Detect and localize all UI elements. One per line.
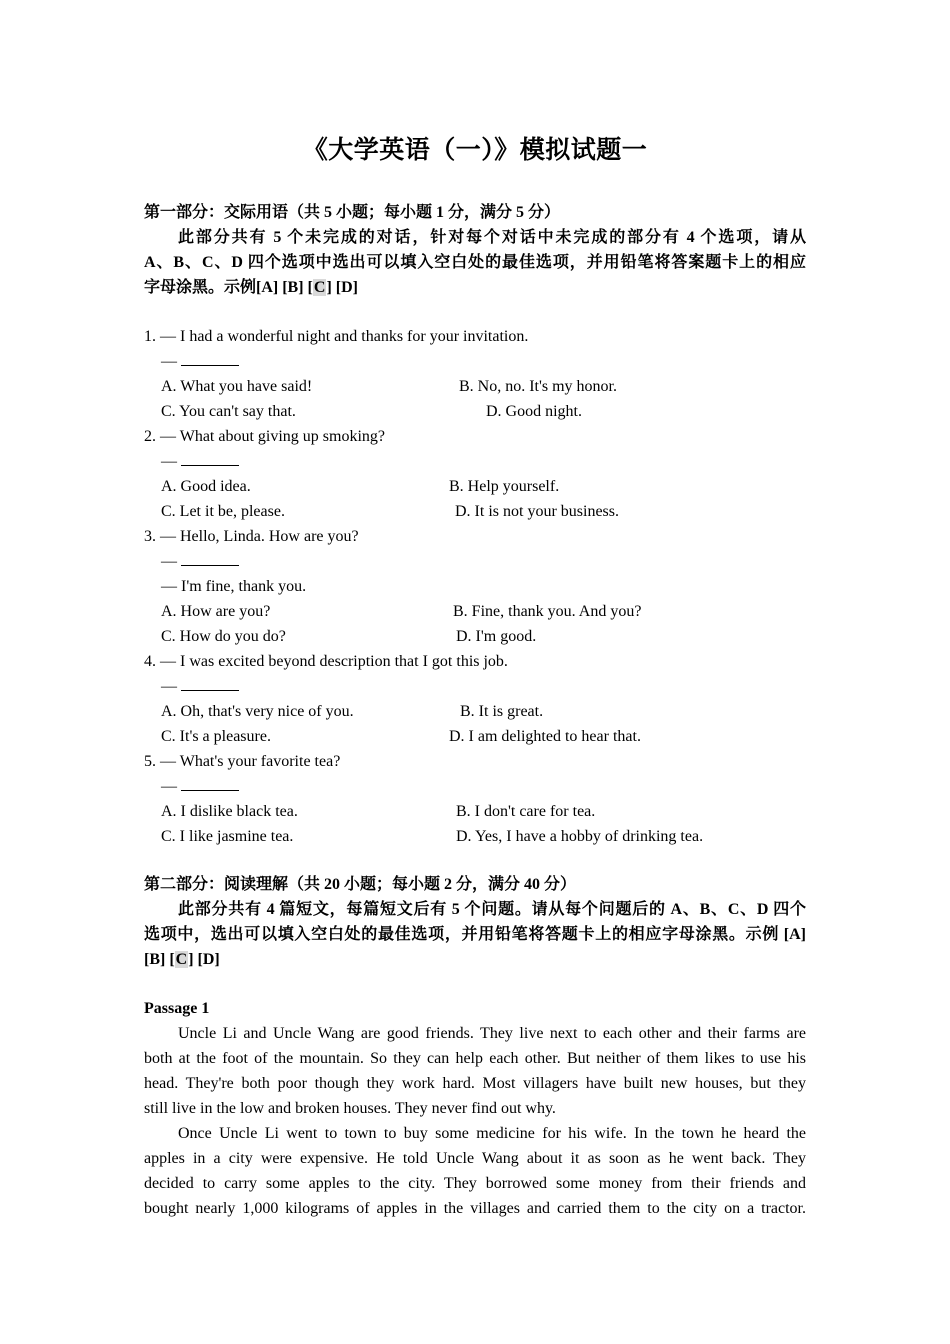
question-stem: 2. — What about giving up smoking? <box>144 428 386 445</box>
answer-blank: — <box>144 549 806 574</box>
passage-line: still live in the low and broken houses. They never find out why. <box>144 1100 556 1117</box>
passage-line: head. They're both poor though they work hard. Most villagers have built new houses, but they <box>144 1075 806 1092</box>
passage-paragraph-2 <box>144 1121 806 1221</box>
part2-example-pre: [B] [ <box>144 951 175 968</box>
part1-section <box>144 200 806 300</box>
part1-example-pre: 字母涂黑。示例[A] [B] [ <box>144 279 313 296</box>
part2-example-post: ] [D] <box>188 951 220 968</box>
option-a: A. What you have said! <box>161 378 313 395</box>
option-c: C. You can't say that. <box>161 403 296 420</box>
question-stem: 4. — I was excited beyond description that I got this job. <box>144 653 508 670</box>
document-title: 《大学英语（一）》模拟试题一 <box>302 137 648 164</box>
option-b: B. I don't care for tea. <box>456 803 596 820</box>
option-c: C. Let it be, please. <box>161 503 285 520</box>
blank-line <box>181 549 239 566</box>
part2-section <box>144 872 806 972</box>
question-stem: 5. — What's your favorite tea? <box>144 753 341 770</box>
blank-line <box>181 349 239 366</box>
part1-example-post: ] [D] <box>326 279 358 296</box>
option-d: D. I'm good. <box>456 628 537 645</box>
option-a: A. I dislike black tea. <box>161 803 298 820</box>
question-stem: 1. — I had a wonderful night and thanks for your invitation. <box>144 328 529 345</box>
passage-line: Once Uncle Li went to town to buy some medicine for his wife. In the town he heard the <box>178 1125 806 1142</box>
part1-instruction-line3 <box>144 275 806 300</box>
option-c: C. It's a pleasure. <box>161 728 271 745</box>
option-a: A. Oh, that's very nice of you. <box>161 703 354 720</box>
option-d: D. Good night. <box>486 403 582 420</box>
part1-instruction-line1: 此部分共有 5 个未完成的对话，针对每个对话中未完成的部分有 4 个选项，请从 <box>178 229 806 246</box>
option-d: D. Yes, I have a hobby of drinking tea. <box>456 828 704 845</box>
passage-title: Passage 1 <box>144 1000 210 1017</box>
option-row <box>144 399 806 424</box>
dialogue-reply: — I'm fine, thank you. <box>161 578 307 595</box>
passage-line: both at the foot of the mountain. So they can help each other. But neither of them likes to use his <box>144 1050 806 1067</box>
option-row <box>144 624 806 649</box>
part1-instruction-line2: A、B、C、D 四个选项中选出可以填入空白处的最佳选项，并用铅笔将答案题卡上的相应 <box>144 254 806 271</box>
option-row <box>144 374 806 399</box>
passage-line: apples in a city were expensive. He told Uncle Wang about it as soon as he went back. They <box>144 1150 806 1167</box>
option-a: A. How are you? <box>161 603 271 620</box>
blank-line <box>181 774 239 791</box>
option-row <box>144 474 806 499</box>
option-d: D. It is not your business. <box>455 503 619 520</box>
part1-example-highlight: C <box>313 279 326 296</box>
passage-line: Uncle Li and Uncle Wang are good friends. They live next to each other and their farms are <box>178 1025 806 1042</box>
option-row <box>144 699 806 724</box>
option-b: B. No, no. It's my honor. <box>459 378 617 395</box>
option-row <box>144 824 806 849</box>
option-b: B. Fine, thank you. And you? <box>453 603 642 620</box>
question-stem: 3. — Hello, Linda. How are you? <box>144 528 359 545</box>
answer-blank: — <box>144 774 806 799</box>
option-b: B. Help yourself. <box>449 478 560 495</box>
passage-1 <box>144 996 806 1221</box>
blank-line <box>181 449 239 466</box>
part1-heading: 第一部分：交际用语（共 5 小题；每小题 1 分，满分 5 分） <box>144 204 561 221</box>
part2-instruction-line1: 此部分共有 4 篇短文，每篇短文后有 5 个问题。请从每个问题后的 A、B、C、D 四个 <box>178 901 806 918</box>
option-c: C. I like jasmine tea. <box>161 828 294 845</box>
option-b: B. It is great. <box>460 703 544 720</box>
option-row <box>144 599 806 624</box>
passage-line: decided to carry some apples to the city. They borrowed some money from their friends and <box>144 1175 806 1192</box>
blank-line <box>181 674 239 691</box>
option-a: A. Good idea. <box>161 478 251 495</box>
passage-paragraph-1 <box>144 1021 806 1121</box>
option-d: D. I am delighted to hear that. <box>449 728 641 745</box>
answer-blank: — <box>144 349 806 374</box>
passage-line: bought nearly 1,000 kilograms of apples in the villages and carried them to the city on a tractor. <box>144 1200 806 1217</box>
questions-list <box>144 324 806 849</box>
option-row <box>144 499 806 524</box>
answer-blank: — <box>144 449 806 474</box>
answer-blank: — <box>144 674 806 699</box>
part2-instruction-line3 <box>144 947 806 972</box>
part2-example-highlight: C <box>175 951 188 968</box>
option-row <box>144 724 806 749</box>
part2-heading: 第二部分：阅读理解（共 20 小题；每小题 2 分，满分 40 分） <box>144 876 577 893</box>
option-c: C. How do you do? <box>161 628 286 645</box>
part2-instruction-line2: 选项中，选出可以填入空白处的最佳选项，并用铅笔将答题卡上的相应字母涂黑。示例 [A] <box>144 926 806 943</box>
option-row <box>144 799 806 824</box>
